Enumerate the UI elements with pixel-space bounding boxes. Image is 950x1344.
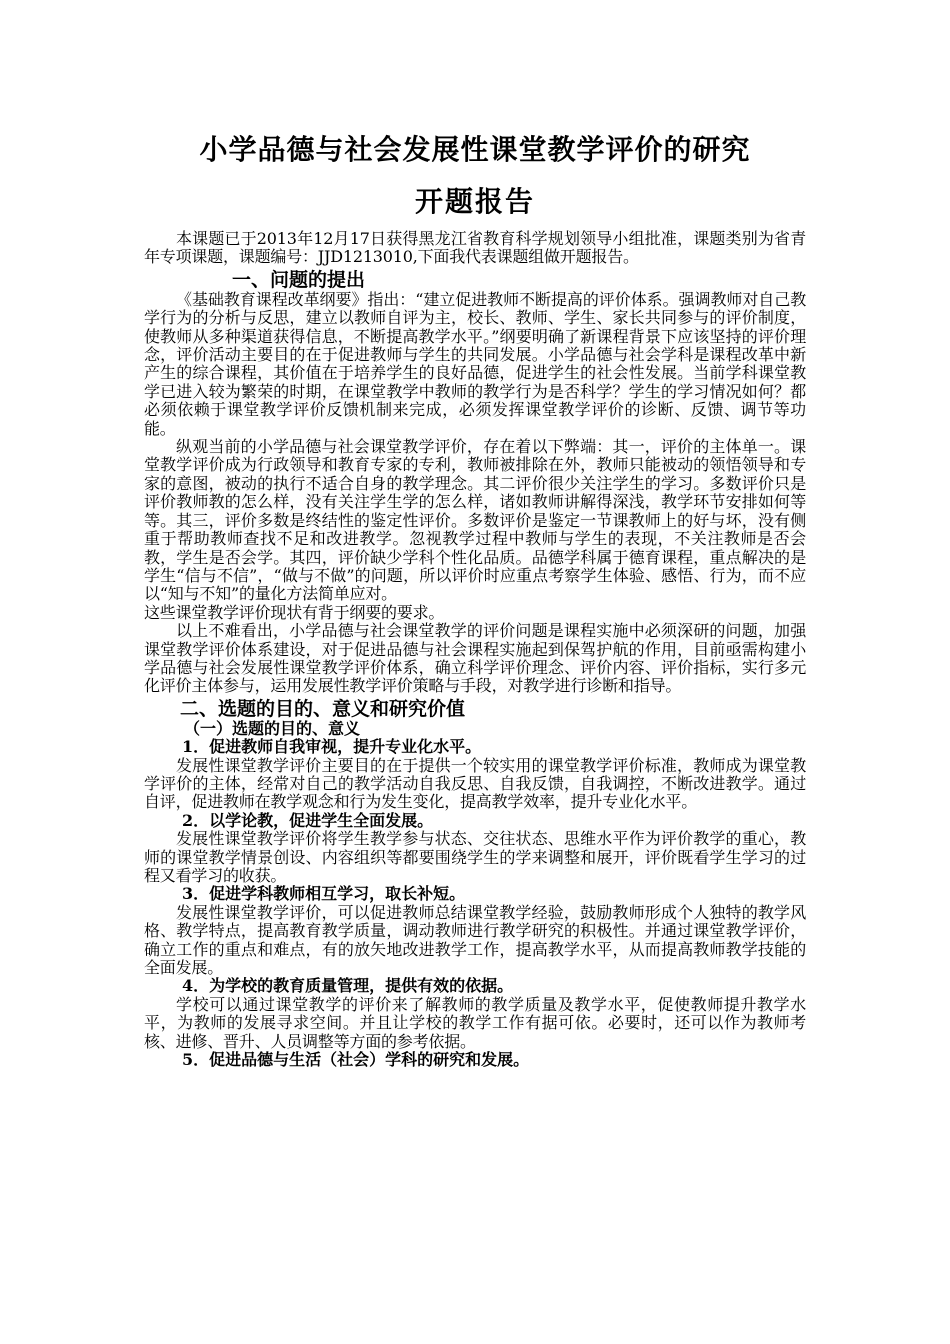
item-3-text: 发展性课堂教学评价，可以促进教师总结课堂教学经验，鼓励教师形成个人独特的教学风格、教学特点，提高教育教学质量，调动教师进行教学研究的积极性。并通过课堂教学评价，确立工作的重点和难点，有的放矢地改进教学工作，提高教学水平，从而提高教师教学技能的全面发展。 — [144, 902, 806, 978]
item-1-heading: 1．促进教师自我审视，提升专业化水平。 — [182, 737, 482, 757]
document-subtitle: 开题报告 — [414, 185, 535, 218]
intro-paragraph: 本课题已于2013年12月17日获得黑龙江省教育科学规划领导小组批准，课题类别为省青年专项课题，课题编号：JJD1213010,下面我代表课题组做开题报告。 — [144, 229, 806, 267]
section-1-paragraph-3: 这些课堂教学评价现状有背于纲要的要求。 — [144, 602, 445, 622]
section-1-paragraph-1: 《基础教育课程改革纲要》指出：“建立促进教师不断提高的评价体系。强调教师对自己教学行为的分析与反思，建立以教师自评为主，校长、教师、学生、家长共同参与的评价制度，使教师从多种渠道获得信息，不断提高教学水平。”纲要明确了新课程背景下应该坚持的评价理念，评价活动主要目的在于促进教师与学生的共同发展。小学品德与社会学科是课程改革中新产生的综合课程，其价值在于培养学生的良好品德，促进学生的社会性发展。当前学科课堂教学已进入较为繁荣的时期，在课堂教学中教师的教学行为是否科学？学生的学习情况如何？都必须依赖于课堂教学评价反馈机制来完成，必须发挥课堂教学评价的诊断、反馈、调节等功能。 — [144, 289, 806, 438]
section-1-heading: 一、问题的提出 — [232, 268, 366, 291]
item-4-heading: 4．为学校的教育质量管理，提供有效的依据。 — [182, 976, 514, 996]
section-1-paragraph-4: 以上不难看出，小学品德与社会课堂教学的评价问题是课程实施中必须深研的问题，加强课堂教学评价体系建设，对于促进品德与社会课程实施起到保驾护航的作用，目前亟需构建小学品德与社会发展性课堂教学评价体系，确立科学评价理念、评价内容、评价指标，实行多元化评价主体参与，运用发展性教学评价策略与手段，对教学进行诊断和指导。 — [144, 621, 806, 696]
document-title: 小学品德与社会发展性课堂教学评价的研究 — [199, 133, 751, 166]
item-1-text: 发展性课堂教学评价主要目的在于提供一个较实用的课堂教学评价标准，教师成为课堂教学评价的主体，经常对自己的教学活动自我反思、自我反馈，自我调控，不断改进教学。通过自评，促进教师在教学观念和行为发生变化，提高教学效率，提升专业化水平。 — [144, 755, 806, 812]
item-3-heading: 3．促进学科教师相互学习，取长补短。 — [182, 884, 466, 904]
section-2-heading: 二、选题的目的、意义和研究价值 — [180, 697, 466, 720]
item-2-heading: 2．以学论教，促进学生全面发展。 — [182, 810, 434, 830]
section-1-paragraph-2: 纵观当前的小学品德与社会课堂教学评价，存在着以下弊端：其一，评价的主体单一。课堂教学评价成为行政领导和教育专家的专利，教师被排除在外，教师只能被动的领悟领导和专家的意图，被动的执行不适合自身的教学理念。其二评价很少关注学生的学习。多数评价只是评价教师教的怎么样，没有关注学生学的怎么样，诸如教师讲解得深浅，教学环节安排如何等等。其三，评价多数是终结性的鉴定性评价。多数评价是鉴定一节课教师上的好与坏，没有侧重于帮助教师查找不足和改进教学。忽视教学过程中教师与学生的表现，不关注教师是否会教，学生是否会学。其四，评价缺少学科个性化品质。品德学科属于德育课程，重点解决的是学生“信与不信”，“做与不做”的问题，所以评价时应重点考察学生体验、感悟、行为，而不应以“知与不知”的量化方法简单应对。 — [144, 437, 806, 604]
item-2-text: 发展性课堂教学评价将学生教学参与状态、交往状态、思维水平作为评价教学的重心，教师的课堂教学情景创设、内容组织等都要围绕学生的学来调整和展开，评价既看学生学习的过程又看学习的收获。 — [144, 829, 806, 885]
section-2-subheading: （一）选题的目的、意义 — [184, 718, 361, 738]
item-4-text: 学校可以通过课堂教学的评价来了解教师的教学质量及教学水平，促使教师提升教学水平，为教师的发展寻求空间。并且让学校的教学工作有据可依。必要时，还可以作为教师考核、进修、晋升、人员调整等方面的参考依据。 — [144, 994, 806, 1051]
item-5-heading: 5．促进品德与生活（社会）学科的研究和发展。 — [182, 1050, 530, 1070]
